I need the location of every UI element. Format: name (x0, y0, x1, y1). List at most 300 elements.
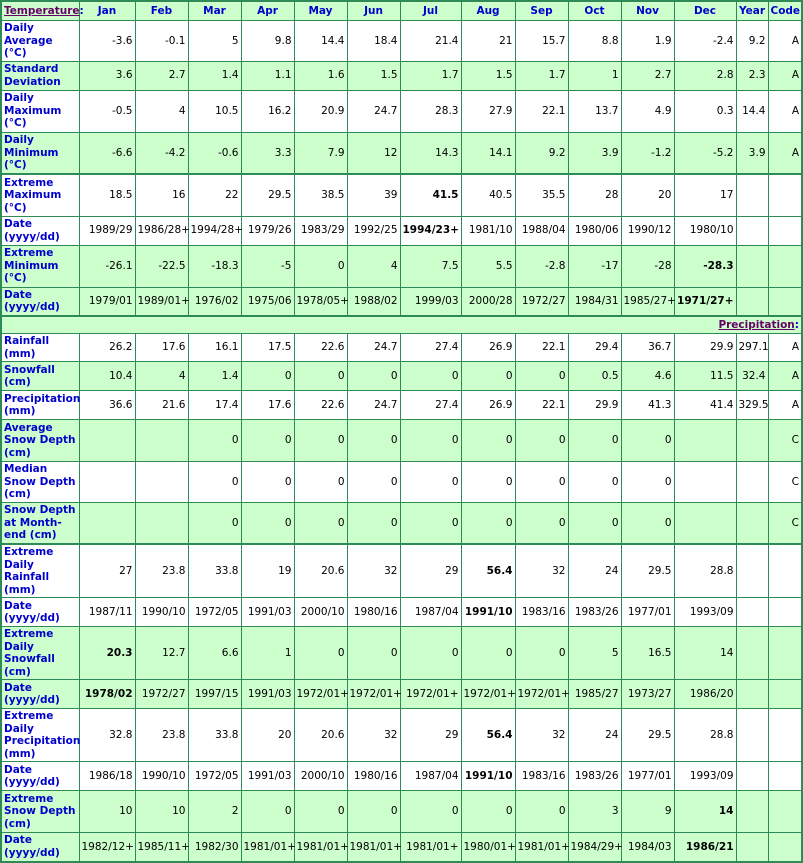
row-label: Median Snow Depth (cm) (1, 462, 79, 503)
value-cell: 1977/01 (621, 598, 674, 627)
value-cell: 0 (515, 791, 568, 833)
value-cell: 29 (400, 544, 461, 598)
value-cell: 21.6 (135, 391, 188, 420)
value-cell: 0 (241, 362, 294, 391)
code-cell: A (768, 391, 802, 420)
row-label: Daily Maximum (°C) (1, 90, 79, 132)
value-cell: 22.1 (515, 391, 568, 420)
col-apr: Apr (241, 1, 294, 21)
value-cell: 1999/03 (400, 287, 461, 316)
value-cell (135, 462, 188, 503)
value-cell: 24.7 (347, 391, 400, 420)
year-cell (736, 762, 768, 791)
value-cell: 14 (674, 627, 736, 680)
value-cell: 1984/29+ (568, 833, 621, 862)
value-cell: 32 (515, 544, 568, 598)
year-cell (736, 462, 768, 503)
value-cell: 0 (400, 420, 461, 462)
value-cell: 29.5 (621, 544, 674, 598)
value-cell: 0 (515, 420, 568, 462)
code-cell: A (768, 90, 802, 132)
header-row (1, 1, 802, 21)
value-cell: 0 (188, 502, 241, 544)
value-cell: 33.8 (188, 544, 241, 598)
value-cell: 11.5 (674, 362, 736, 391)
value-cell: 0 (461, 462, 515, 503)
value-cell: 32.8 (79, 709, 135, 762)
value-cell: 0.5 (568, 362, 621, 391)
value-cell: 1991/03 (241, 762, 294, 791)
value-cell: 20.6 (294, 709, 347, 762)
value-cell: 1987/04 (400, 762, 461, 791)
value-cell: 1980/16 (347, 762, 400, 791)
year-cell (736, 709, 768, 762)
code-cell: A (768, 334, 802, 362)
row-label: Date (yyyy/dd) (1, 680, 79, 709)
value-cell: 26.9 (461, 391, 515, 420)
value-cell: 18.4 (347, 21, 400, 62)
value-cell: 1986/21 (674, 833, 736, 862)
value-cell: 13.7 (568, 90, 621, 132)
value-cell: -28 (621, 245, 674, 287)
table-row (1, 132, 802, 174)
value-cell: 39 (347, 174, 400, 216)
value-cell: 14 (674, 791, 736, 833)
value-cell: 33.8 (188, 709, 241, 762)
value-cell: 1972/01+ (400, 680, 461, 709)
value-cell: 1989/01+ (135, 287, 188, 316)
value-cell: 0 (347, 362, 400, 391)
value-cell: 16.2 (241, 90, 294, 132)
code-cell (768, 791, 802, 833)
value-cell: 56.4 (461, 709, 515, 762)
value-cell: 1972/01+ (461, 680, 515, 709)
value-cell: 0 (621, 420, 674, 462)
row-label: Standard Deviation (1, 61, 79, 90)
value-cell: 1994/28+ (188, 216, 241, 245)
value-cell: 1.7 (400, 61, 461, 90)
value-cell: 10.4 (79, 362, 135, 391)
value-cell: 1991/10 (461, 598, 515, 627)
value-cell: 0 (241, 420, 294, 462)
value-cell: 1992/25 (347, 216, 400, 245)
value-cell (674, 502, 736, 544)
value-cell: 1983/29 (294, 216, 347, 245)
year-cell (736, 627, 768, 680)
value-cell: -17 (568, 245, 621, 287)
code-cell (768, 598, 802, 627)
col-code: Code (768, 1, 802, 21)
section-temperature-header: Temperature: (1, 1, 79, 21)
year-cell (736, 245, 768, 287)
year-cell (736, 791, 768, 833)
table-row (1, 627, 802, 680)
year-cell (736, 287, 768, 316)
value-cell: 12.7 (135, 627, 188, 680)
value-cell: 32 (347, 709, 400, 762)
row-label: Date (yyyy/dd) (1, 216, 79, 245)
code-cell: A (768, 132, 802, 174)
value-cell: 1980/06 (568, 216, 621, 245)
table-row (1, 502, 802, 544)
value-cell: 1984/31 (568, 287, 621, 316)
value-cell: 1985/27 (568, 680, 621, 709)
value-cell: 1972/27 (135, 680, 188, 709)
value-cell: 32 (515, 709, 568, 762)
code-cell (768, 709, 802, 762)
value-cell: 24 (568, 709, 621, 762)
value-cell: 6.6 (188, 627, 241, 680)
value-cell: 1.5 (347, 61, 400, 90)
value-cell: -0.6 (188, 132, 241, 174)
value-cell: 1971/27+ (674, 287, 736, 316)
code-cell: C (768, 420, 802, 462)
value-cell: 17 (674, 174, 736, 216)
value-cell: 28 (568, 174, 621, 216)
value-cell: 28.3 (400, 90, 461, 132)
value-cell: 1972/01+ (347, 680, 400, 709)
value-cell: 1986/18 (79, 762, 135, 791)
table-row (1, 544, 802, 598)
value-cell: 20 (241, 709, 294, 762)
value-cell: 27.9 (461, 90, 515, 132)
value-cell: 1972/05 (188, 598, 241, 627)
value-cell: 1.9 (621, 21, 674, 62)
value-cell: 3.9 (568, 132, 621, 174)
value-cell: 20.3 (79, 627, 135, 680)
code-cell: A (768, 61, 802, 90)
value-cell: 0 (294, 462, 347, 503)
table-row (1, 833, 802, 862)
value-cell: 2000/28 (461, 287, 515, 316)
col-may: May (294, 1, 347, 21)
table-row (1, 216, 802, 245)
value-cell: 7.9 (294, 132, 347, 174)
value-cell: 1981/01+ (400, 833, 461, 862)
precipitation-section-link[interactable]: Precipitation (718, 318, 795, 331)
value-cell: 2000/10 (294, 762, 347, 791)
value-cell: 0 (294, 502, 347, 544)
value-cell: -4.2 (135, 132, 188, 174)
code-cell: C (768, 502, 802, 544)
code-cell (768, 627, 802, 680)
value-cell: 17.6 (241, 391, 294, 420)
precipitation-section-cell: Precipitation: (1, 316, 802, 334)
value-cell: 16 (135, 174, 188, 216)
value-cell: 2.8 (674, 61, 736, 90)
table-row (1, 791, 802, 833)
col-jun: Jun (347, 1, 400, 21)
col-feb: Feb (135, 1, 188, 21)
row-label: Daily Average (°C) (1, 21, 79, 62)
col-aug: Aug (461, 1, 515, 21)
value-cell: 0 (347, 627, 400, 680)
value-cell: 36.6 (79, 391, 135, 420)
year-cell (736, 502, 768, 544)
value-cell: 1984/03 (621, 833, 674, 862)
value-cell: 23.8 (135, 709, 188, 762)
table-row (1, 245, 802, 287)
value-cell: 17.5 (241, 334, 294, 362)
value-cell: 14.4 (294, 21, 347, 62)
row-label: Date (yyyy/dd) (1, 287, 79, 316)
year-cell: 2.3 (736, 61, 768, 90)
value-cell: 0 (515, 502, 568, 544)
value-cell: 1983/26 (568, 762, 621, 791)
value-cell: 1 (568, 61, 621, 90)
value-cell: 27.4 (400, 391, 461, 420)
value-cell: 36.7 (621, 334, 674, 362)
value-cell: 1993/09 (674, 598, 736, 627)
value-cell: 3.6 (79, 61, 135, 90)
value-cell: -5.2 (674, 132, 736, 174)
value-cell: 29.5 (621, 709, 674, 762)
value-cell: 40.5 (461, 174, 515, 216)
row-label: Precipitation (mm) (1, 391, 79, 420)
value-cell: 29 (400, 709, 461, 762)
value-cell: 22.6 (294, 334, 347, 362)
value-cell: 22.6 (294, 391, 347, 420)
value-cell: 0 (515, 627, 568, 680)
row-label: Extreme Daily Rainfall (mm) (1, 544, 79, 598)
value-cell: 1.1 (241, 61, 294, 90)
value-cell: 0 (400, 791, 461, 833)
value-cell: 0 (461, 791, 515, 833)
value-cell: 41.4 (674, 391, 736, 420)
year-cell (736, 833, 768, 862)
value-cell: -2.8 (515, 245, 568, 287)
year-cell: 329.5 (736, 391, 768, 420)
value-cell: 9.8 (241, 21, 294, 62)
year-cell (736, 680, 768, 709)
value-cell: 1972/27 (515, 287, 568, 316)
value-cell: -22.5 (135, 245, 188, 287)
code-cell (768, 245, 802, 287)
year-cell (736, 420, 768, 462)
table-row (1, 762, 802, 791)
year-cell: 32.4 (736, 362, 768, 391)
value-cell: -0.1 (135, 21, 188, 62)
value-cell: 2000/10 (294, 598, 347, 627)
temperature-section (1, 21, 802, 317)
year-cell (736, 216, 768, 245)
value-cell: 10 (79, 791, 135, 833)
value-cell: 2.7 (135, 61, 188, 90)
col-year: Year (736, 1, 768, 21)
value-cell: 9.2 (515, 132, 568, 174)
value-cell: 17.4 (188, 391, 241, 420)
value-cell: 1991/03 (241, 680, 294, 709)
value-cell: 0 (347, 502, 400, 544)
value-cell: 1983/16 (515, 598, 568, 627)
row-label: Rainfall (mm) (1, 334, 79, 362)
value-cell: 4 (347, 245, 400, 287)
value-cell: 2 (188, 791, 241, 833)
value-cell: 1985/11+ (135, 833, 188, 862)
value-cell: 1975/06 (241, 287, 294, 316)
value-cell: 1982/12+ (79, 833, 135, 862)
value-cell: 0 (400, 362, 461, 391)
table-row (1, 420, 802, 462)
value-cell: 0 (461, 502, 515, 544)
value-cell: 16.5 (621, 627, 674, 680)
value-cell: -28.3 (674, 245, 736, 287)
value-cell: -0.5 (79, 90, 135, 132)
value-cell: 26.9 (461, 334, 515, 362)
value-cell: 1976/02 (188, 287, 241, 316)
value-cell: 1990/10 (135, 762, 188, 791)
value-cell (135, 502, 188, 544)
row-label: Date (yyyy/dd) (1, 598, 79, 627)
value-cell (79, 420, 135, 462)
row-label: Average Snow Depth (cm) (1, 420, 79, 462)
value-cell: -3.6 (79, 21, 135, 62)
value-cell: 29.9 (674, 334, 736, 362)
row-label: Snow Depth at Month-end (cm) (1, 502, 79, 544)
value-cell: 29.9 (568, 391, 621, 420)
value-cell: 5.5 (461, 245, 515, 287)
value-cell: 1982/30 (188, 833, 241, 862)
code-cell (768, 833, 802, 862)
value-cell: 10.5 (188, 90, 241, 132)
value-cell: 0 (347, 791, 400, 833)
value-cell: -18.3 (188, 245, 241, 287)
value-cell: 1973/27 (621, 680, 674, 709)
table-row (1, 61, 802, 90)
value-cell: 1990/10 (135, 598, 188, 627)
code-cell (768, 174, 802, 216)
value-cell: 1972/05 (188, 762, 241, 791)
value-cell: 38.5 (294, 174, 347, 216)
value-cell: 20 (621, 174, 674, 216)
value-cell: 0 (621, 502, 674, 544)
value-cell: -1.2 (621, 132, 674, 174)
value-cell: 1993/09 (674, 762, 736, 791)
value-cell (674, 462, 736, 503)
temperature-section-link[interactable]: Temperature (4, 4, 80, 17)
value-cell: 1987/04 (400, 598, 461, 627)
value-cell: 3 (568, 791, 621, 833)
code-cell (768, 762, 802, 791)
table-row (1, 287, 802, 316)
value-cell: 0 (188, 462, 241, 503)
value-cell: 8.8 (568, 21, 621, 62)
value-cell: 0 (294, 245, 347, 287)
year-cell (736, 598, 768, 627)
precipitation-section (1, 334, 802, 545)
value-cell: 4 (135, 90, 188, 132)
value-cell: 0.3 (674, 90, 736, 132)
value-cell: 27.4 (400, 334, 461, 362)
value-cell: 0 (568, 462, 621, 503)
row-label: Extreme Minimum (°C) (1, 245, 79, 287)
value-cell: 29.5 (241, 174, 294, 216)
table-row (1, 598, 802, 627)
value-cell: 1.4 (188, 362, 241, 391)
value-cell: 3.3 (241, 132, 294, 174)
value-cell: 1981/01+ (347, 833, 400, 862)
value-cell: 1978/02 (79, 680, 135, 709)
code-cell: C (768, 462, 802, 503)
value-cell: 21 (461, 21, 515, 62)
value-cell: 0 (400, 627, 461, 680)
value-cell: 28.8 (674, 709, 736, 762)
code-cell (768, 287, 802, 316)
value-cell: 10 (135, 791, 188, 833)
value-cell: 14.1 (461, 132, 515, 174)
value-cell: 1985/27+ (621, 287, 674, 316)
value-cell: 1986/20 (674, 680, 736, 709)
col-nov: Nov (621, 1, 674, 21)
value-cell: 1994/23+ (400, 216, 461, 245)
year-cell (736, 544, 768, 598)
value-cell: 0 (568, 420, 621, 462)
value-cell: 0 (347, 420, 400, 462)
value-cell: 1972/01+ (294, 680, 347, 709)
value-cell: 4.6 (621, 362, 674, 391)
value-cell: 0 (400, 502, 461, 544)
value-cell: 1.5 (461, 61, 515, 90)
table-row (1, 709, 802, 762)
value-cell: 0 (241, 462, 294, 503)
code-cell (768, 544, 802, 598)
precipitation-extremes-section (1, 544, 802, 862)
value-cell: 1.4 (188, 61, 241, 90)
value-cell: 1987/11 (79, 598, 135, 627)
value-cell: 20.9 (294, 90, 347, 132)
precipitation-header-row (1, 316, 802, 334)
value-cell: 14.3 (400, 132, 461, 174)
row-label: Date (yyyy/dd) (1, 833, 79, 862)
value-cell: 1983/16 (515, 762, 568, 791)
value-cell: 32 (347, 544, 400, 598)
value-cell: -2.4 (674, 21, 736, 62)
value-cell: 1981/01+ (241, 833, 294, 862)
value-cell: 1981/01+ (515, 833, 568, 862)
table-row (1, 174, 802, 216)
value-cell: 0 (568, 502, 621, 544)
code-cell (768, 216, 802, 245)
value-cell (79, 502, 135, 544)
value-cell: 0 (294, 627, 347, 680)
value-cell: -6.6 (79, 132, 135, 174)
value-cell: 1990/12 (621, 216, 674, 245)
value-cell: 1979/01 (79, 287, 135, 316)
value-cell: 24.7 (347, 90, 400, 132)
row-label: Extreme Snow Depth (cm) (1, 791, 79, 833)
year-cell: 9.2 (736, 21, 768, 62)
row-label: Extreme Daily Precipitation (mm) (1, 709, 79, 762)
table-row (1, 334, 802, 362)
value-cell: 15.7 (515, 21, 568, 62)
value-cell: 0 (188, 420, 241, 462)
value-cell: 35.5 (515, 174, 568, 216)
value-cell: 0 (347, 462, 400, 503)
value-cell: 21.4 (400, 21, 461, 62)
year-cell: 297.1 (736, 334, 768, 362)
value-cell: 0 (461, 627, 515, 680)
year-cell: 14.4 (736, 90, 768, 132)
col-sep: Sep (515, 1, 568, 21)
value-cell: 1977/01 (621, 762, 674, 791)
table-row (1, 462, 802, 503)
table-row (1, 362, 802, 391)
value-cell: -5 (241, 245, 294, 287)
value-cell (135, 420, 188, 462)
value-cell: 5 (188, 21, 241, 62)
value-cell: 12 (347, 132, 400, 174)
value-cell: 16.1 (188, 334, 241, 362)
